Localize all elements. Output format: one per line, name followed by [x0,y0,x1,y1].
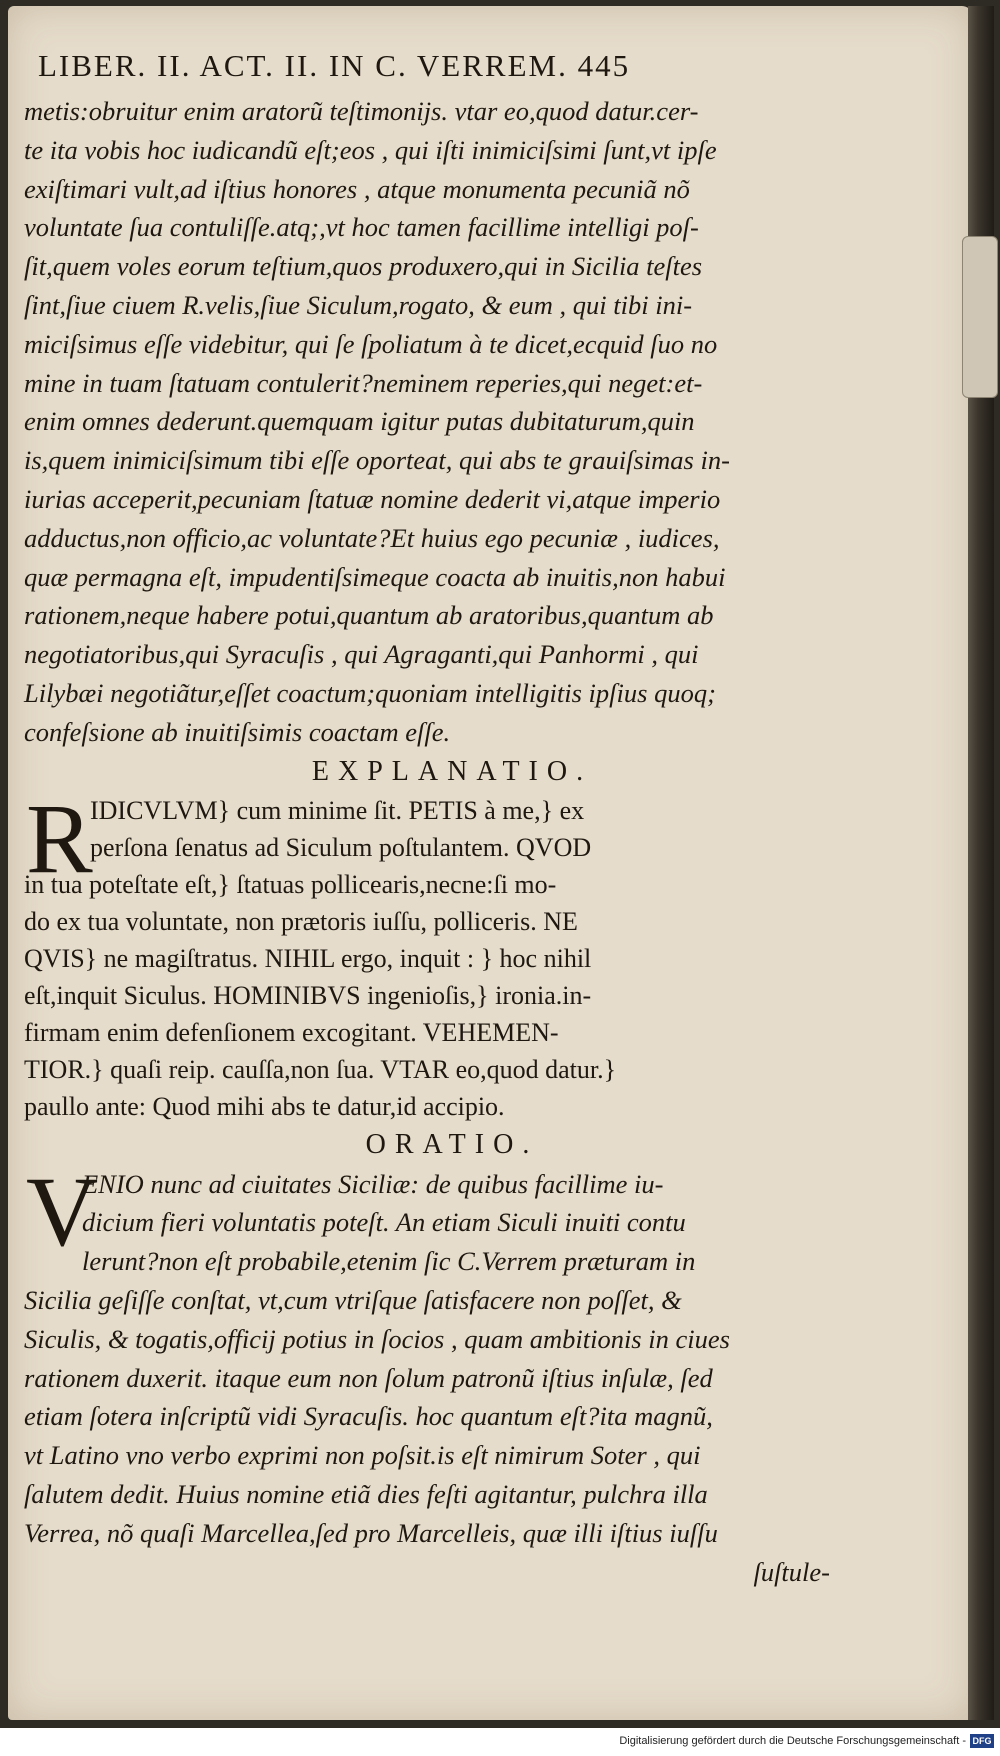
digitization-footer [0,1728,1000,1756]
text-line: etiam ſotera inſcriptũ vidi Syracuſis. hoc quantum eſt?ita magnũ, [24,1401,713,1432]
oratio-text-block [24,92,860,752]
text-line: rationem duxerit. itaque eum non ſolum patronũ iſtius inſulæ, ſed [24,1362,713,1393]
text-line: Sicilia geſiſſe conſtat, vt,cum vtriſque ſatisfacere non poſſet, & [24,1284,682,1315]
running-head: LIBER. II. ACT. II. IN C. VERREM. 445 [38,48,631,83]
text-line: dicium fieri voluntatis poteſt. An etiam Siculi inuiti contu [82,1207,686,1238]
oratio-heading: ORATIO. [365,1128,539,1160]
bookmark-tab [962,236,998,398]
commentary-line: do ex tua voluntate, non prætoris iuſſu, polliceris. NE [24,906,578,936]
text-line: adductus,non officio,ac voluntate?Et huius ego pecuniæ , iudices, [24,522,720,553]
text-line: ENIO nunc ad ciuitates Siciliæ: de quibus facillime iu- [82,1168,664,1199]
page-text [24,48,860,1591]
drop-cap: R [26,782,93,894]
text-line: ſalutem dedit. Huius nomine etiã dies feſti agitantur, pulchra illa [24,1478,708,1509]
commentary-line: firmam enim defenſionem excogitant. VEHEMEN- [24,1017,559,1047]
funding-credit: Digitalisierung gefördert durch die Deutsche Forschungsgemeinschaft - [619,1735,966,1747]
text-line: mine in tuam ſtatuam contulerit?neminem reperies,qui neget:et- [24,367,703,398]
text-line: ſit,quem voles eorum teſtium,quos produxero,qui in Sicilia teſtes [24,251,703,282]
explanatio-heading: EXPLANATIO. [311,755,593,787]
text-line: Verrea, nõ quaſi Marcellea,ſed pro Marcelleis, quæ illi iſtius iuſſu [24,1517,718,1548]
text-line: exiſtimari vult,ad iſtius honores , atque monumenta pecuniã nõ [24,173,690,204]
text-line: is,quem inimiciſsimum tibi eſſe oporteat, qui abs te grauiſsimas in- [24,445,730,476]
text-line: quæ permagna eſt, impudentiſsimeque coacta ab inuitis,non habui [24,561,726,592]
text-line: negotiatoribus,qui Syracuſis , qui Agraganti,qui Panhormi , qui [24,639,699,670]
commentary-line: QVIS} ne magiſtratus. NIHIL ergo, inquit : } hoc nihil [24,943,592,973]
commentary-line: paullo ante: Quod mihi abs te datur,id accipio. [24,1091,505,1121]
commentary-line: eſt,inquit Siculus. HOMINIBVS ingenioſis,} ironia.in- [24,980,592,1010]
commentary-line: perſona ſenatus ad Siculum poſtulantem. QVOD [90,832,592,862]
text-line: confeſsione ab inuitiſsimis coactam eſſe. [24,716,451,747]
dfg-logo: DFG [970,1734,994,1748]
text-line: ſint,ſiue ciuem R.velis,ſiue Siculum,rogato, & eum , qui tibi ini- [24,289,693,320]
commentary-line: in tua poteſtate eſt,} ſtatuas pollicearis,necne:ſi mo- [24,869,557,899]
text-line: vt Latino vno verbo exprimi non poſsit.is eſt nimirum Soter , qui [24,1440,701,1471]
commentary-line: IDICVLVM} cum minime ſit. PETIS à me,} ex [90,795,585,825]
text-line: te ita vobis hoc iudicandũ eſt;eos , qui iſti inimiciſsimi ſunt,vt ipſe [24,134,717,165]
drop-cap: V [26,1155,99,1267]
text-line: Siculis, & togatis,officij potius in ſocios , quam ambitionis in ciues [24,1323,730,1354]
catchword: ſuſtule- [753,1556,830,1587]
text-line: Lilybæi negotiãtur,eſſet coactum;quoniam intelligitis ipſius quoq; [24,677,716,708]
explanatio-block [24,782,860,1125]
text-line: metis:obruitur enim aratorũ teſtimonijs. vtar eo,quod datur.cer- [24,96,699,126]
commentary-line: TIOR.} quaſi reip. cauſſa,non ſua. VTAR eo,quod datur.} [24,1054,617,1084]
text-line: lerunt?non eſt probabile,etenim ſic C.Verrem præturam in [82,1246,696,1277]
text-line: voluntate ſua contuliſſe.atq;,vt hoc tamen facillime intelligi poſ- [24,212,699,243]
text-line: enim omnes dederunt.quemquam igitur putas dubitaturum,quin [24,406,695,437]
text-line: miciſsimus eſſe videbitur, qui ſe ſpoliatum à te dicet,ecquid ſuo no [24,328,718,359]
text-line: iurias acceperit,pecuniam ſtatuæ nomine dederit vi,atque imperio [24,483,721,514]
oratio-block [24,1155,860,1592]
text-line: rationem,neque habere potui,quantum ab aratoribus,quantum ab [24,600,714,631]
